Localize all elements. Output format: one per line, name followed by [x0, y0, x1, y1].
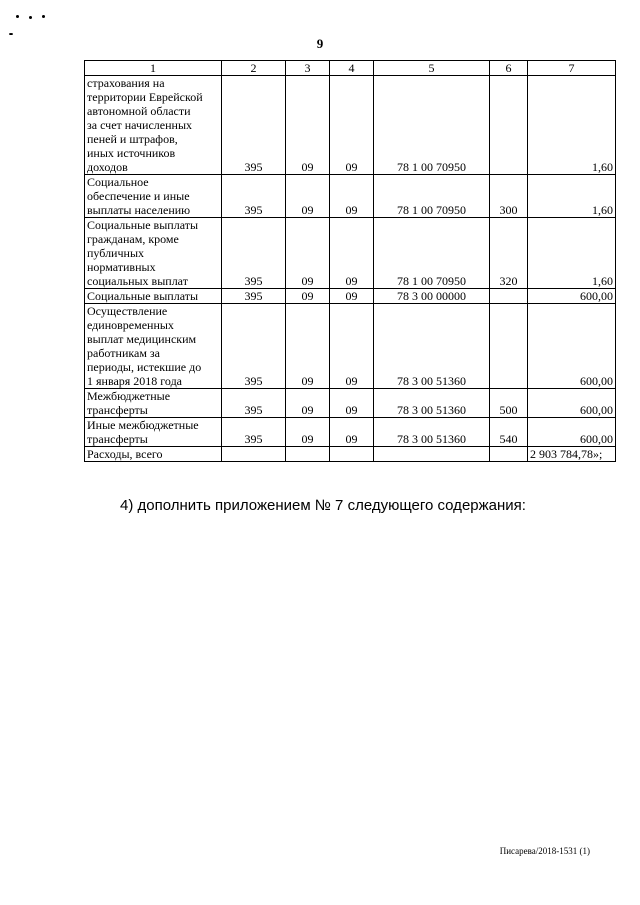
- scan-speck: [42, 15, 45, 18]
- table-row: [85, 304, 616, 389]
- description-line: территории Еврейской: [87, 90, 203, 104]
- amount-cell: 600,00: [528, 289, 616, 304]
- description-line: за счет начисленных: [87, 118, 193, 132]
- column-header: 5: [374, 61, 490, 76]
- budget-table: [84, 60, 616, 462]
- table-row: [85, 289, 616, 304]
- description-line: пеней и штрафов,: [87, 132, 178, 146]
- amount-cell: 600,00: [528, 418, 616, 447]
- description-line: периоды, истекшие до: [87, 360, 202, 374]
- expense-type-cell: 540: [490, 418, 528, 447]
- ministry-code-cell: 395: [222, 304, 286, 389]
- section-cell: 09: [286, 218, 330, 289]
- section-cell: 09: [286, 76, 330, 175]
- ministry-code-cell: 395: [222, 175, 286, 218]
- description-line: публичных: [87, 246, 144, 260]
- column-header: 6: [490, 61, 528, 76]
- section-cell: 09: [286, 175, 330, 218]
- column-header: 1: [85, 61, 222, 76]
- row-description: [85, 418, 222, 447]
- amount-cell: 1,60: [528, 76, 616, 175]
- scan-speck: [16, 15, 19, 18]
- expense-type-cell: 300: [490, 175, 528, 218]
- row-description: [85, 76, 222, 175]
- table-row: [85, 218, 616, 289]
- target-article-cell: 78 3 00 51360: [374, 304, 490, 389]
- amount-cell: 1,60: [528, 175, 616, 218]
- description-line: единовременных: [87, 318, 174, 332]
- table-row: [85, 76, 616, 175]
- ministry-code-cell: 395: [222, 76, 286, 175]
- column-header: 4: [330, 61, 374, 76]
- description-line: обеспечение и иные: [87, 189, 190, 203]
- expense-type-cell: [490, 304, 528, 389]
- ministry-code-cell: 395: [222, 289, 286, 304]
- column-header: 7: [528, 61, 616, 76]
- ministry-code-cell: 395: [222, 218, 286, 289]
- target-article-cell: 78 3 00 51360: [374, 389, 490, 418]
- total-label: Расходы, всего: [85, 447, 222, 462]
- row-description: [85, 289, 222, 304]
- description-line: Социальные выплаты: [87, 289, 199, 303]
- amount-cell: 600,00: [528, 389, 616, 418]
- amount-cell: 1,60: [528, 218, 616, 289]
- description-line: трансферты: [87, 403, 148, 417]
- target-article-cell: 78 1 00 70950: [374, 218, 490, 289]
- row-description: [85, 175, 222, 218]
- section-cell: 09: [286, 289, 330, 304]
- total-row: [85, 447, 616, 462]
- instruction-text: 4) дополнить приложением № 7 следующего содержания:: [120, 497, 526, 514]
- table-header-row: [85, 61, 616, 76]
- total-amount: 2 903 784,78»;: [528, 447, 616, 462]
- description-line: Социальное: [87, 175, 149, 189]
- scan-speck: [9, 33, 13, 35]
- description-line: Иные межбюджетные: [87, 418, 199, 432]
- section-cell: 09: [286, 418, 330, 447]
- description-line: иных источников: [87, 146, 176, 160]
- description-line: выплаты населению: [87, 203, 191, 217]
- target-article-cell: 78 1 00 70950: [374, 175, 490, 218]
- column-header: 3: [286, 61, 330, 76]
- description-line: Социальные выплаты: [87, 218, 199, 232]
- target-article-cell: 78 3 00 51360: [374, 418, 490, 447]
- subsection-cell: 09: [330, 389, 374, 418]
- description-line: трансферты: [87, 432, 148, 446]
- row-description: [85, 218, 222, 289]
- page-number: 9: [316, 36, 324, 51]
- expense-type-cell: 320: [490, 218, 528, 289]
- description-line: гражданам, кроме: [87, 232, 179, 246]
- ministry-code-cell: 395: [222, 389, 286, 418]
- description-line: нормативных: [87, 260, 156, 274]
- description-line: Межбюджетные: [87, 389, 171, 403]
- description-line: социальных выплат: [87, 274, 188, 288]
- row-description: [85, 304, 222, 389]
- description-line: страхования на: [87, 76, 165, 90]
- subsection-cell: 09: [330, 175, 374, 218]
- expense-type-cell: [490, 76, 528, 175]
- row-description: [85, 389, 222, 418]
- document-reference: Писарева/2018-1531 (1): [499, 846, 590, 856]
- table-row: [85, 418, 616, 447]
- description-line: автономной области: [87, 104, 191, 118]
- column-header: 2: [222, 61, 286, 76]
- section-cell: 09: [286, 304, 330, 389]
- subsection-cell: 09: [330, 218, 374, 289]
- scan-speck: [29, 16, 32, 19]
- table-row: [85, 389, 616, 418]
- subsection-cell: 09: [330, 418, 374, 447]
- subsection-cell: 09: [330, 289, 374, 304]
- expense-type-cell: [490, 289, 528, 304]
- target-article-cell: 78 3 00 00000: [374, 289, 490, 304]
- ministry-code-cell: 395: [222, 418, 286, 447]
- description-line: выплат медицинским: [87, 332, 197, 346]
- expense-type-cell: 500: [490, 389, 528, 418]
- description-line: доходов: [87, 160, 128, 174]
- target-article-cell: 78 1 00 70950: [374, 76, 490, 175]
- subsection-cell: 09: [330, 76, 374, 175]
- amount-cell: 600,00: [528, 304, 616, 389]
- description-line: Осуществление: [87, 304, 168, 318]
- subsection-cell: 09: [330, 304, 374, 389]
- description-line: работникам за: [87, 346, 160, 360]
- section-cell: 09: [286, 389, 330, 418]
- description-line: 1 января 2018 года: [87, 374, 183, 388]
- table-row: [85, 175, 616, 218]
